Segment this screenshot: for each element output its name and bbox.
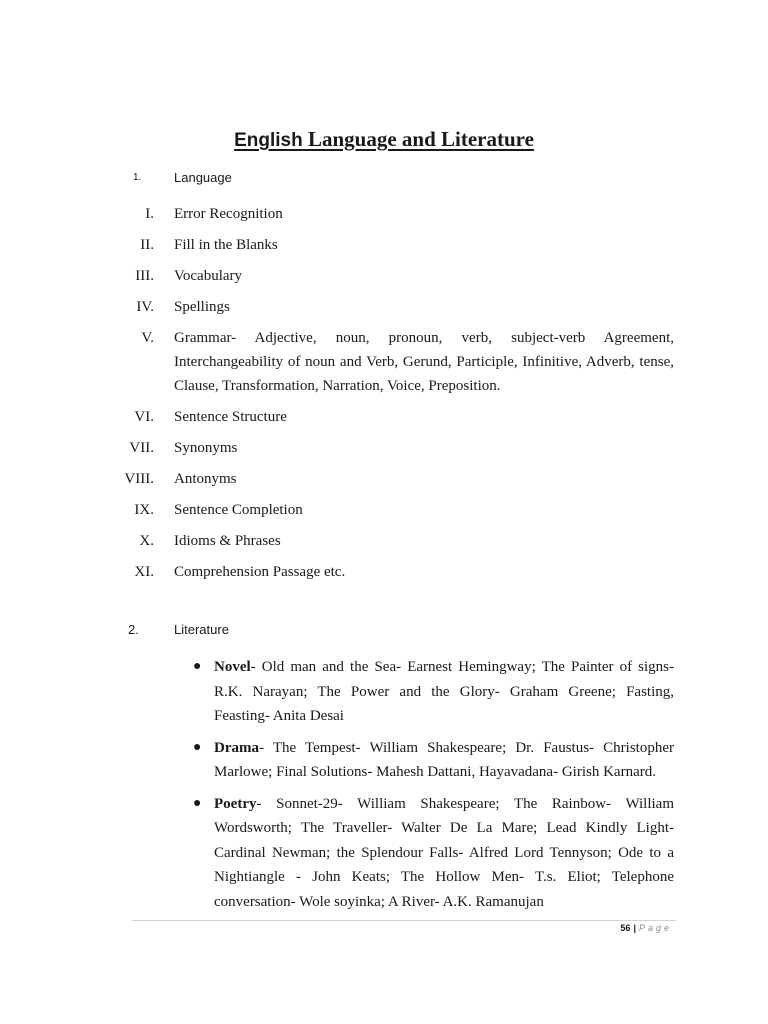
page-title-part1: English [234, 130, 303, 151]
list-item-text [214, 736, 674, 785]
list-item-number: I. [145, 206, 154, 222]
list-item-number: V. [141, 330, 154, 346]
list-item [0, 655, 768, 729]
list-item-number: IV. [136, 299, 154, 315]
page-footer [0, 923, 672, 933]
page-title [0, 127, 768, 152]
list-item-heading: Poetry [214, 795, 257, 812]
list-item [0, 560, 768, 584]
list-item-number: VI. [134, 409, 154, 425]
list-item-text: Sentence Structure [174, 409, 287, 425]
list-item-number: VIII. [124, 471, 154, 487]
list-item [0, 326, 768, 398]
list-item [0, 295, 768, 319]
bullet-icon: ● [193, 739, 202, 755]
list-item [0, 792, 768, 915]
page-number: 56 [620, 923, 631, 933]
bullet-icon: ● [193, 795, 202, 811]
list-item [0, 529, 768, 553]
page-title-part2: Language and Literature [307, 127, 534, 151]
section-label: Literature [174, 622, 229, 637]
list-item [0, 264, 768, 288]
list-item-heading: Drama [214, 739, 259, 756]
list-item-text: Spellings [174, 299, 230, 315]
list-item-body: - The Tempest- William Shakespeare; Dr. Faustus- Christopher Marlowe; Final Solutions- Mahesh Dattani, Hayavadana- Girish Karnard. [214, 739, 674, 780]
list-item-number: VII. [129, 440, 154, 456]
list-item [0, 405, 768, 429]
list-item-text [214, 655, 674, 729]
list-item-text: Comprehension Passage etc. [174, 564, 346, 580]
list-item-text: Synonyms [174, 440, 238, 456]
list-item [0, 436, 768, 460]
list-item-text: Antonyms [174, 471, 237, 487]
list-item-number: X. [139, 533, 154, 549]
list-item-text: Grammar- Adjective, noun, pronoun, verb, subject-verb Agreement, Interchangeability of noun and Verb, Gerund, Participle, Infinitive, Adverb, tense, Clause, Transformation, Narration, Voice, Preposition. [174, 330, 674, 394]
section-number: 2. [128, 622, 139, 637]
list-item-text: Fill in the Blanks [174, 237, 278, 253]
page-word: Page [638, 923, 672, 933]
list-item-number: XI. [134, 564, 154, 580]
list-item [0, 498, 768, 522]
list-item-text: Vocabulary [174, 268, 243, 284]
section-language-heading [0, 169, 768, 187]
list-item-text: Sentence Completion [174, 502, 303, 518]
list-item [0, 202, 768, 226]
list-item-number: II. [140, 237, 154, 253]
list-item-number: III. [135, 268, 154, 284]
list-item-text [214, 792, 674, 915]
section-literature-heading [0, 621, 768, 639]
footer-divider [132, 920, 676, 921]
list-item [0, 233, 768, 257]
bullet-icon: ● [193, 659, 202, 674]
list-item-body: - Sonnet-29- William Shakespeare; The Rainbow- William Wordsworth; The Traveller- Walter De La Mare; Lead Kindly Light- Cardinal Newman; the Splendour Falls- Alfred Lord Tennyson; Ode to a Nightiangle - John Keats; The Hollow Men- T.s. Eliot; Telephone conversation- Wole soyinka; A River- A.K. Ramanujan [214, 795, 674, 910]
list-item-number: IX. [134, 502, 154, 518]
section-label: Language [174, 170, 232, 185]
list-item-text: Idioms & Phrases [174, 533, 281, 549]
section-number: 1. [133, 172, 142, 183]
list-item-body: - Old man and the Sea- Earnest Hemingway; The Painter of signs- R.K. Narayan; The Power and the Glory- Graham Greene; Fasting, Feasting- Anita Desai [214, 659, 674, 724]
list-item [0, 736, 768, 785]
footer-separator: | [633, 923, 636, 933]
list-item-text: Error Recognition [174, 206, 283, 222]
literature-topic-list [0, 655, 768, 921]
list-item [0, 467, 768, 491]
language-topic-list [0, 202, 768, 591]
list-item-heading: Novel [214, 659, 251, 675]
